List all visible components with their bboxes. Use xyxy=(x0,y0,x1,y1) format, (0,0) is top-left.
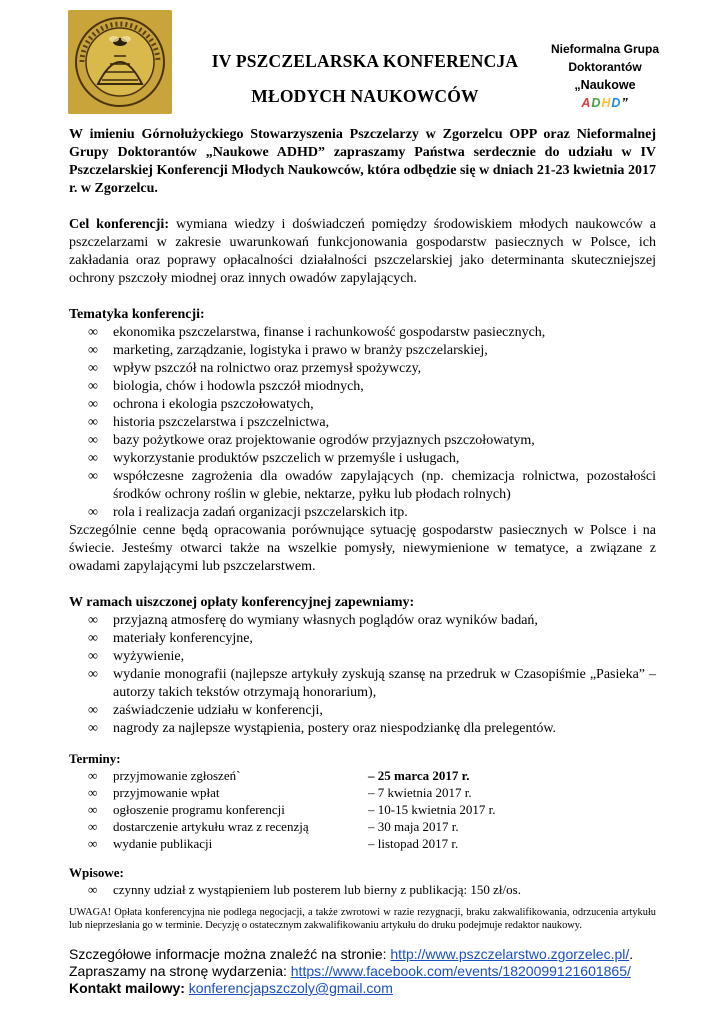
list-item-text: rola i realizacja zadań organizacji pszczelarskich itp. xyxy=(113,505,408,520)
terms-heading: Terminy: xyxy=(69,751,121,766)
fees-row xyxy=(69,881,656,898)
fees-heading: Wpisowe: xyxy=(69,865,124,880)
event-line xyxy=(69,963,656,980)
list-item xyxy=(69,396,656,414)
details-end: . xyxy=(629,946,634,962)
intro-paragraph: W imieniu Górnołużyckiego Stowarzyszenia Pszczelarzy w Zgorzelcu OPP oraz Nieformalnej Grupy Doktorantów „Naukowe ADHD” zapraszamy Państwa serdecznie do udziału w IV Pszczelarskiej Konferencji Młodych Naukowców, która odbędzie się w dniach 21-23 kwietnia 2017 r. w Zgorzelcu. xyxy=(69,127,656,196)
list-item-text: przyjazną atmosferę do wymiany własnych poglądów oraz wyników badań, xyxy=(113,613,538,628)
adhd-closing-quote: ” xyxy=(621,96,629,110)
fees-text: czynny udział z wystąpieniem lub posterem lub bierny z publikacją: 150 zł/os. xyxy=(113,882,521,897)
list-item-text: ochrona i ekologia pszczołowatych, xyxy=(113,397,314,412)
infinity-bullet-icon: ∞ xyxy=(88,882,98,897)
topics-closing: Szczególnie cenne będą opracowania porównujące sytuację gospodarstw pasiecznych w Polsce i na świecie. Jesteśmy otwarci także na wszelkie pomysły, niewymienione w tematyce, a związane z owadami zapylającymi lub pszczelarstwem. xyxy=(69,523,656,574)
infinity-bullet-icon: ∞ xyxy=(88,785,98,800)
infinity-bullet-icon: ∞ xyxy=(88,613,98,628)
fee-list xyxy=(69,612,656,738)
term-date: – 7 kwietnia 2017 r. xyxy=(368,785,472,800)
list-item-text: współczesne zagrożenia dla owadów zapylających (np. chemizacja rolnictwa, pozostałości środków ochrony roślin w glebie, nektarze, pyłku lub płodach rolnych) xyxy=(113,469,656,502)
infinity-bullet-icon: ∞ xyxy=(88,433,98,448)
topics-list xyxy=(69,324,656,522)
topics-heading: Tematyka konferencji: xyxy=(69,307,205,322)
list-item xyxy=(69,666,656,702)
adhd-letter-a: A xyxy=(581,96,592,110)
event-text: Zapraszamy na stronę wydarzenia: xyxy=(69,963,291,979)
goal-label: Cel konferencji: xyxy=(69,217,169,232)
term-row xyxy=(69,784,656,801)
infinity-bullet-icon: ∞ xyxy=(88,505,98,520)
goal-paragraph xyxy=(69,216,656,288)
list-item xyxy=(69,468,656,504)
list-item-text: materiały konferencyjne, xyxy=(113,631,253,646)
details-text: Szczegółowe informacje można znaleźć na stronie: xyxy=(69,946,391,962)
list-item xyxy=(69,630,656,648)
infinity-bullet-icon: ∞ xyxy=(88,415,98,430)
logo-graphic xyxy=(68,10,172,114)
list-item-text: wpływ pszczół na rolnictwo oraz przemysł spożywczy, xyxy=(113,361,422,376)
term-label: ogłoszenie programu konferencji xyxy=(113,802,285,817)
infinity-bullet-icon: ∞ xyxy=(88,836,98,851)
goal-text: wymiana wiedzy i doświadczeń pomiędzy środowiskiem młodych naukowców a pszczelarzami w zakresie uwarunkowań funkcjonowania gospodarstw pasiecznych w Polsce, ich zakładania oraz poprawy opłacalności działalności pszczelarskiej jako determinanta skuteczniejszej ochrony pszczoły miodnej oraz innych owadów zapylających. xyxy=(69,217,656,286)
infinity-bullet-icon: ∞ xyxy=(88,649,98,664)
list-item xyxy=(69,360,656,378)
infinity-bullet-icon: ∞ xyxy=(88,379,98,394)
list-item xyxy=(69,378,656,396)
term-row xyxy=(69,818,656,835)
list-item xyxy=(69,720,656,738)
term-date: – listopad 2017 r. xyxy=(368,836,459,851)
title-line-1: IV PSZCZELARSKA KONFERENCJA xyxy=(211,51,519,71)
list-item xyxy=(69,342,656,360)
list-item-text: biologia, chów i hodowla pszczół miodnych, xyxy=(113,379,364,394)
group-line-1: Nieformalna Grupa xyxy=(550,42,660,56)
list-item-text: wydanie monografii (najlepsze artykuły zyskują szansę na przedruk w Czasopiśmie „Pasieka” – autorzy takich tekstów otrzymają honorarium), xyxy=(113,667,656,700)
term-row xyxy=(69,835,656,852)
contact-line xyxy=(69,980,656,997)
infinity-bullet-icon: ∞ xyxy=(88,703,98,718)
list-item-text: marketing, zarządzanie, logistyka i prawo w branży pszczelarskiej, xyxy=(113,343,488,358)
beekeepers-association-logo xyxy=(68,10,172,114)
list-item-text: zaświadczenie udziału w konferencji, xyxy=(113,703,323,718)
list-item xyxy=(69,324,656,342)
fee-heading: W ramach uiszczonej opłaty konferencyjnej zapewniamy: xyxy=(69,595,415,610)
infinity-bullet-icon: ∞ xyxy=(88,361,98,376)
term-date: – 30 maja 2017 r. xyxy=(368,819,459,834)
list-item-text: wykorzystanie produktów pszczelich w przemyśle i usługach, xyxy=(113,451,460,466)
term-label: przyjmowanie zgłoszeń` xyxy=(113,768,241,783)
adhd-letter-d1: D xyxy=(591,96,602,110)
infinity-bullet-icon: ∞ xyxy=(88,768,98,783)
infinity-bullet-icon: ∞ xyxy=(88,469,98,484)
terms-list xyxy=(69,767,656,852)
term-row xyxy=(69,767,656,784)
term-row xyxy=(69,801,656,818)
term-date: – 10-15 kwietnia 2017 r. xyxy=(368,802,496,817)
term-label: przyjmowanie wpłat xyxy=(113,785,220,800)
infinity-bullet-icon: ∞ xyxy=(88,721,98,736)
infinity-bullet-icon: ∞ xyxy=(88,631,98,646)
group-line-3: „Naukowe xyxy=(574,78,636,92)
warning-note: UWAGA! Opłata konferencyjna nie podlega negocjacji, a także zwrotowi w razie rezygnacji, braku zakwalifikowania, odrzucenia artykułu lub nieprzesłania go w terminie. Decyzję o ostatecznym zakwalifikowaniu artykułu do druku podejmuje redaktor naukowy. xyxy=(69,907,656,931)
list-item-text: historia pszczelarstwa i pszczelnictwa, xyxy=(113,415,330,430)
email-link[interactable]: konferencjapszczoly@gmail.com xyxy=(188,980,393,996)
list-item xyxy=(69,612,656,630)
details-line xyxy=(69,946,656,963)
group-line-2: Doktorantów xyxy=(568,60,642,74)
list-item xyxy=(69,648,656,666)
infinity-bullet-icon: ∞ xyxy=(88,397,98,412)
list-item-text: nagrody za najlepsze wystąpienia, postery oraz niespodziankę dla prelegentów. xyxy=(113,721,557,736)
list-item-text: ekonomika pszczelarstwa, finanse i rachunkowość gospodarstw pasiecznych, xyxy=(113,325,546,340)
document-body xyxy=(69,126,656,997)
infinity-bullet-icon: ∞ xyxy=(88,667,98,682)
list-item-text: bazy pożytkowe oraz projektowanie ogrodów przyjaznych pszczołowatym, xyxy=(113,433,535,448)
list-item xyxy=(69,450,656,468)
website-link[interactable]: http://www.pszczelarstwo.zgorzelec.pl/ xyxy=(390,946,630,962)
facebook-event-link[interactable]: https://www.facebook.com/events/1820099121601865/ xyxy=(290,963,631,979)
contact-label: Kontakt mailowy: xyxy=(69,980,185,996)
list-item xyxy=(69,432,656,450)
infinity-bullet-icon: ∞ xyxy=(88,451,98,466)
term-label: wydanie publikacji xyxy=(113,836,213,851)
term-label: dostarczenie artykułu wraz z recenzją xyxy=(113,819,309,834)
infinity-bullet-icon: ∞ xyxy=(88,325,98,340)
adhd-letter-d2: D xyxy=(611,96,622,110)
conference-title xyxy=(190,44,540,114)
term-date: – 25 marca 2017 r. xyxy=(368,768,470,783)
infinity-bullet-icon: ∞ xyxy=(88,819,98,834)
infinity-bullet-icon: ∞ xyxy=(88,343,98,358)
doctoral-group-name xyxy=(540,40,670,112)
title-line-2: MŁODYCH NAUKOWCÓW xyxy=(251,86,479,106)
infinity-bullet-icon: ∞ xyxy=(88,802,98,817)
list-item xyxy=(69,414,656,432)
list-item-text: wyżywienie, xyxy=(113,649,185,664)
list-item xyxy=(69,702,656,720)
adhd-letter-h: H xyxy=(601,96,612,110)
adhd-wordmark xyxy=(540,94,670,112)
list-item xyxy=(69,504,656,522)
